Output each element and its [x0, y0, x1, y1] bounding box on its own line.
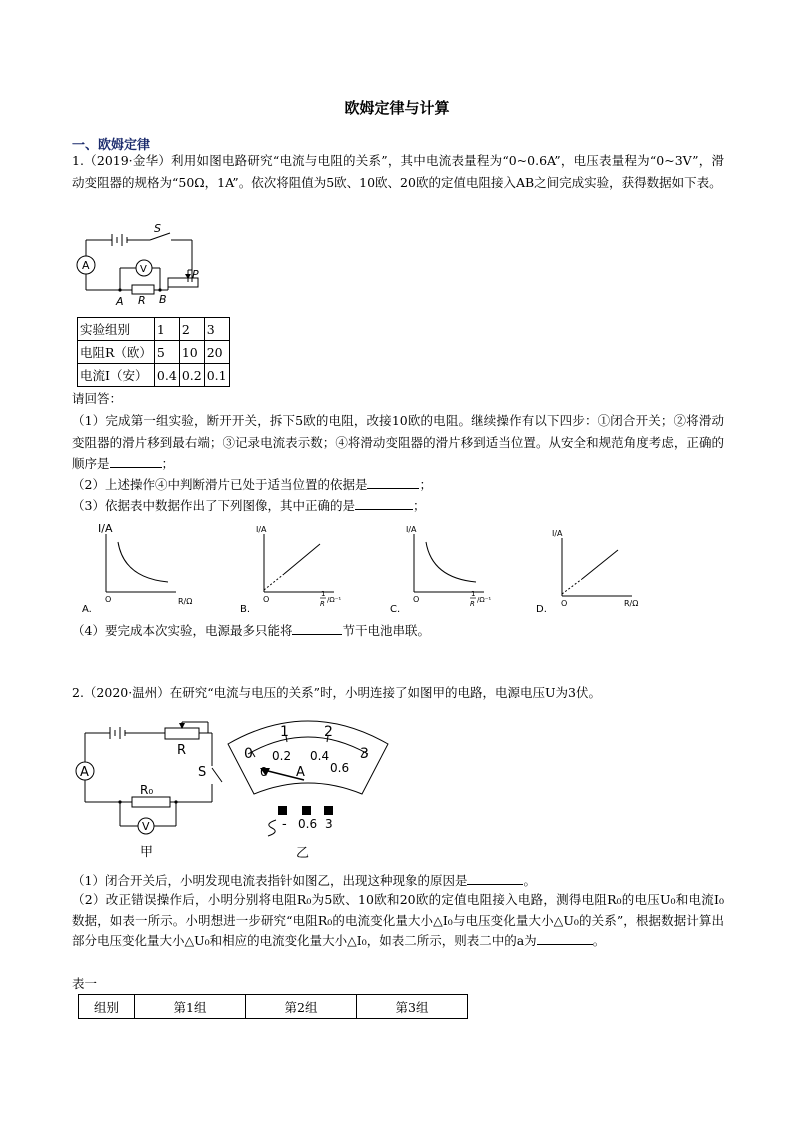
scale-top-2: 2 [324, 724, 333, 740]
q1-part2 [72, 475, 432, 495]
option-letter: B. [240, 604, 251, 615]
table-row [79, 995, 468, 1019]
needle-zero: 0 [260, 765, 268, 779]
scale-top-0: 0 [244, 746, 253, 762]
origin-label: O [561, 599, 568, 608]
q1-part4-text: （4）要完成本次实验，电源最多只能将 [72, 623, 293, 638]
q2-part1-text: （1）闭合开关后，小明发现电流表指针如图乙，出现这种现象的原因是 [72, 873, 468, 888]
frac-numerator: 1 [321, 590, 326, 598]
frac-denominator: R [320, 600, 325, 608]
table-cell: 3 [204, 318, 229, 341]
x-axis-label: R/Ω [178, 597, 193, 606]
q1-part3-text: （3）依据表中数据作出了下列图像，其中正确的是 [72, 498, 355, 513]
q1-part4-end: 节干电池串联。 [342, 623, 430, 638]
answer-blank[interactable] [110, 455, 162, 468]
answer-blank[interactable] [537, 932, 593, 945]
q1-circuit-diagram [70, 222, 210, 314]
q1-graph-options [78, 524, 678, 624]
table-cell: 2 [179, 318, 204, 341]
scale-bottom-04: 0.4 [310, 749, 330, 763]
ammeter-label: A [82, 259, 90, 272]
ammeter-label: A [80, 765, 89, 780]
frac-numerator: 1 [471, 590, 476, 598]
voltmeter-label: V [140, 264, 147, 275]
graph-option-b[interactable] [236, 524, 366, 624]
y-axis-label: I/A [406, 525, 417, 534]
graph-c-plot [386, 524, 516, 624]
q2-ammeter-figure-yi [224, 714, 394, 862]
q2-intro: 2.（2020·温州）在研究“电流与电压的关系”时，小明连接了如图甲的电路，电源电压U为3伏。 [72, 685, 601, 700]
graph-a-plot [78, 524, 208, 624]
table-header-cell: 第2组 [246, 995, 357, 1019]
origin-label: O [105, 595, 112, 604]
answer-blank[interactable] [467, 872, 523, 885]
section-heading: 一、欧姆定律 [72, 138, 151, 153]
frac-denominator: R [470, 600, 475, 608]
option-letter: D. [536, 604, 547, 615]
table-row [78, 318, 230, 341]
point-b-label: B [159, 293, 167, 306]
q1-intro: 1.（2019·金华）利用如图电路研究“电流与电阻的关系”，其中电流表量程为“0~0.6A”，电压表量程为“0~3V”，滑动变阻器的规格为“50Ω，1A”。依次将阻值为5欧、10欧、20欧的定值电阻接入AB之间完成实验，获得数据如下表。 [72, 153, 724, 190]
q1-part1-text: （1）完成第一组实验，断开开关，拆下5欧的电阻，改接10欧的电阻。继续操作有以下四步：①闭合开关；②将滑动变阻器的滑片移到最右端；③记录电流表示数；④将滑动变阻器的滑片移到适当位置。从安全和规范角度考虑，正确的顺序是 [72, 413, 724, 471]
q2-part2-text: （2）改正错误操作后，小明分别将电阻R₀为5欧、10欧和20欧的定值电阻接入电路，测得电阻R₀的电压U₀和电流I₀数据，如表一所示。小明想进一步研究“电阻R₀的电流变化量大小△I₀与电压变化量大小△U₀的关系”，根据数据计算出部分电压变化量大小△U₀和相应的电流变化量大小△I₀，如表二所示，则表二中的a为 [72, 892, 724, 948]
q1-part1 [72, 410, 724, 475]
answer-blank[interactable] [367, 476, 419, 489]
table-header-cell: 第3组 [357, 995, 468, 1019]
terminal-3: 3 [325, 817, 333, 831]
origin-label: O [263, 595, 270, 604]
x-axis-label: /Ω⁻¹ [327, 596, 342, 604]
q1-data-table [77, 317, 230, 387]
q2-part2 [72, 890, 724, 952]
terminal-minus: - [282, 817, 287, 832]
scale-bottom-02: 0.2 [272, 749, 292, 763]
table-cell: 20 [204, 341, 229, 364]
x-axis-label: /Ω⁻¹ [477, 596, 492, 604]
table-header-cell: 第1组 [135, 995, 246, 1019]
table-header-cell: 组别 [79, 995, 135, 1019]
switch-label: S [154, 222, 161, 235]
q2-table1 [78, 994, 468, 1019]
q1-part2-end: ； [419, 477, 432, 492]
table1-caption: 表一 [72, 976, 98, 991]
figure-jia-label: 甲 [140, 845, 154, 860]
graph-option-a[interactable] [78, 524, 208, 624]
meter-unit: A [296, 765, 305, 780]
table-cell: 实验组别 [78, 318, 155, 341]
slider-label: P [192, 268, 199, 281]
q1-part2-text: （2）上述操作④中判断滑片已处于适当位置的依据是 [72, 477, 368, 492]
origin-label: O [413, 595, 420, 604]
q1-part3-end: ； [412, 498, 426, 513]
y-axis-label: I/A [256, 525, 267, 534]
q2-circuit-diagram-jia [70, 718, 230, 860]
option-letter: C. [390, 604, 401, 615]
answer-blank[interactable] [292, 622, 342, 635]
graph-d-plot [528, 524, 668, 624]
table-cell: 1 [154, 318, 179, 341]
table-cell: 5 [154, 341, 179, 364]
q1-part1-end: ； [161, 456, 175, 471]
table-cell: 电阻R（欧） [78, 341, 155, 364]
q1-prompt: 请回答： [72, 391, 123, 406]
y-axis-label: I/A [552, 529, 563, 538]
q1-part4 [72, 621, 430, 641]
q2-part1 [72, 871, 536, 891]
y-axis-label: I/A [98, 524, 113, 535]
page-title: 欧姆定律与计算 [344, 99, 450, 117]
graph-option-d[interactable] [528, 524, 668, 624]
q2-part2-end: 。 [592, 933, 606, 948]
table-cell: 10 [179, 341, 204, 364]
q2-part1-end: 。 [523, 873, 536, 888]
q1-part3 [72, 496, 425, 516]
table-cell: 0.1 [204, 364, 229, 387]
scale-top-1: 1 [280, 724, 289, 740]
table-cell: 电流I（安） [78, 364, 155, 387]
switch-label: S [198, 765, 207, 780]
table-row [78, 364, 230, 387]
answer-blank[interactable] [355, 497, 413, 510]
x-axis-label: R/Ω [624, 599, 639, 608]
graph-option-c[interactable] [386, 524, 516, 624]
graph-b-plot [236, 524, 366, 624]
resistor-label: R [138, 294, 146, 307]
table-row [78, 341, 230, 364]
terminal-06: 0.6 [298, 817, 318, 831]
resistor-r0-label: R₀ [140, 783, 154, 797]
figure-yi-label: 乙 [296, 846, 310, 861]
table-cell: 0.2 [179, 364, 204, 387]
rheostat-label: R [177, 743, 187, 758]
voltmeter-label: V [142, 820, 150, 833]
point-a-label: A [116, 295, 124, 308]
table-cell: 0.4 [154, 364, 179, 387]
scale-bottom-06: 0.6 [330, 761, 350, 775]
option-letter: A. [82, 604, 92, 615]
scale-top-3: 3 [360, 746, 369, 762]
